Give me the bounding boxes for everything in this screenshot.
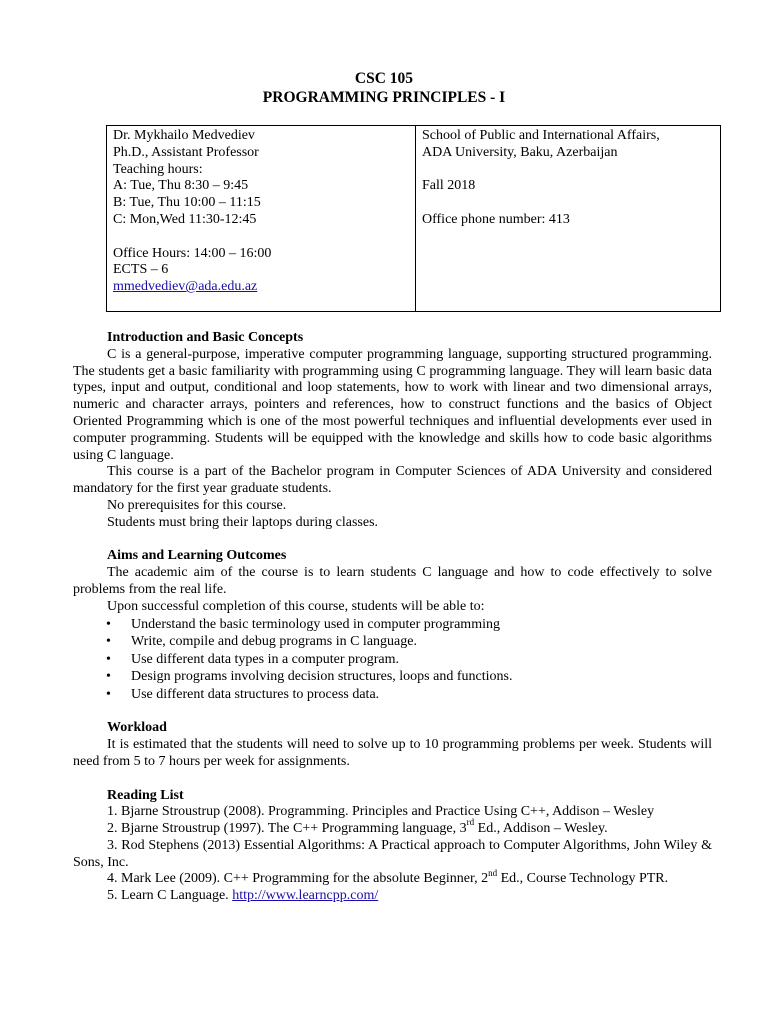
learncpp-link[interactable]: http://www.learncpp.com/ [232, 888, 379, 904]
syllabus-body [73, 330, 712, 905]
university-location: ADA University, Baku, Azerbaijan [422, 144, 618, 160]
list-item: • Use different data types in a computer program. [106, 651, 399, 667]
list-item: • Write, compile and debug programs in C language. [106, 634, 417, 650]
school-name: School of Public and International Affairs, [422, 128, 660, 143]
reading-heading: Reading List [107, 787, 184, 803]
workload-heading: Workload [107, 720, 167, 736]
spacer [113, 229, 410, 246]
outcomes-intro: Upon successful completion of this course, students will be able to: [107, 598, 485, 614]
prerequisites-line: No prerequisites for this course. [107, 497, 287, 513]
instructor-name: Dr. Mykhailo Medvediev [113, 128, 255, 143]
reading-item-5: 5. Learn C Language. http://www.learncpp.com/ [107, 888, 379, 904]
bullet-icon: • [106, 669, 111, 685]
list-item: • Use different data structures to process data. [106, 686, 380, 702]
aims-paragraph: The academic aim of the course is to learn students C language and how to code effectively to solve problems from the real life. [73, 565, 712, 597]
workload-paragraph: It is estimated that the students will need to solve up to 10 programming problems per week. Students will need from 5 to 7 hours per week for assignments. [73, 737, 712, 769]
course-code: CSC 105 [354, 70, 414, 87]
spacer [422, 195, 715, 212]
school-cell [416, 126, 721, 312]
spacer [422, 162, 715, 179]
instructor-position: Ph.D., Assistant Professor [113, 144, 259, 160]
term: Fall 2018 [422, 178, 476, 194]
intro-paragraph: C is a general-purpose, imperative computer programming language, supporting structured programming. The students get a basic familiarity with programming using C programming language. They will learn basic data types, input and output, conditional and loop statements, how to work with linear and two dimensional arrays, numeric and character arrays, pointers and references, how to construct functions and the basics of Object Oriented Programming which is one of the most powerful techniques and influential developments ever used in computer programming. Students will be equipped with the knowledge and skills how to code basic algorithms using C language. [73, 346, 712, 463]
ects-credits: ECTS – 6 [113, 262, 169, 278]
reading-item-1: 1. Bjarne Stroustrup (2008). Programming. Principles and Practice Using C++, Addison – Wesley [107, 804, 655, 820]
course-title: PROGRAMMING PRINCIPLES - I [262, 89, 506, 106]
list-item: • Design programs involving decision structures, loops and functions. [106, 669, 513, 685]
office-phone: Office phone number: 413 [422, 211, 570, 227]
bullet-icon: • [106, 686, 111, 702]
list-item: • Understand the basic terminology used in computer programming [106, 616, 500, 632]
office-hours: Office Hours: 14:00 – 16:00 [113, 245, 272, 261]
instructor-cell [107, 126, 416, 312]
aims-heading: Aims and Learning Outcomes [107, 548, 287, 564]
teaching-slot-b: B: Tue, Thu 10:00 – 11:15 [113, 195, 261, 211]
bullet-icon: • [106, 616, 111, 632]
teaching-slot-c: C: Mon,Wed 11:30-12:45 [113, 211, 257, 227]
bullet-icon: • [106, 634, 111, 650]
teaching-slot-a: A: Tue, Thu 8:30 – 9:45 [113, 178, 249, 194]
reading-item-3: 3. Rod Stephens (2013) Essential Algorithms: A Practical approach to Computer Algorithms, John Wiley & Sons, Inc. [73, 837, 712, 870]
outcomes-list [73, 616, 712, 704]
laptop-line: Students must bring their laptops during classes. [107, 514, 379, 530]
bullet-icon: • [106, 651, 111, 667]
reading-item-2: 2. Bjarne Stroustrup (1997). The C++ Programming language, 3rd Ed., Addison – Wesley. [107, 817, 608, 837]
teaching-hours-label: Teaching hours: [113, 161, 203, 177]
instructor-email-link[interactable]: mmedvediev@ada.edu.az [113, 279, 258, 295]
intro-heading: Introduction and Basic Concepts [107, 330, 304, 345]
program-paragraph: This course is a part of the Bachelor program in Computer Sciences of ADA University and considered mandatory for the first year graduate students. [73, 464, 712, 497]
reading-item-4: 4. Mark Lee (2009). C++ Programming for the absolute Beginner, 2nd Ed., Course Technology PTR. [107, 867, 669, 887]
instructor-info-table [106, 125, 721, 312]
